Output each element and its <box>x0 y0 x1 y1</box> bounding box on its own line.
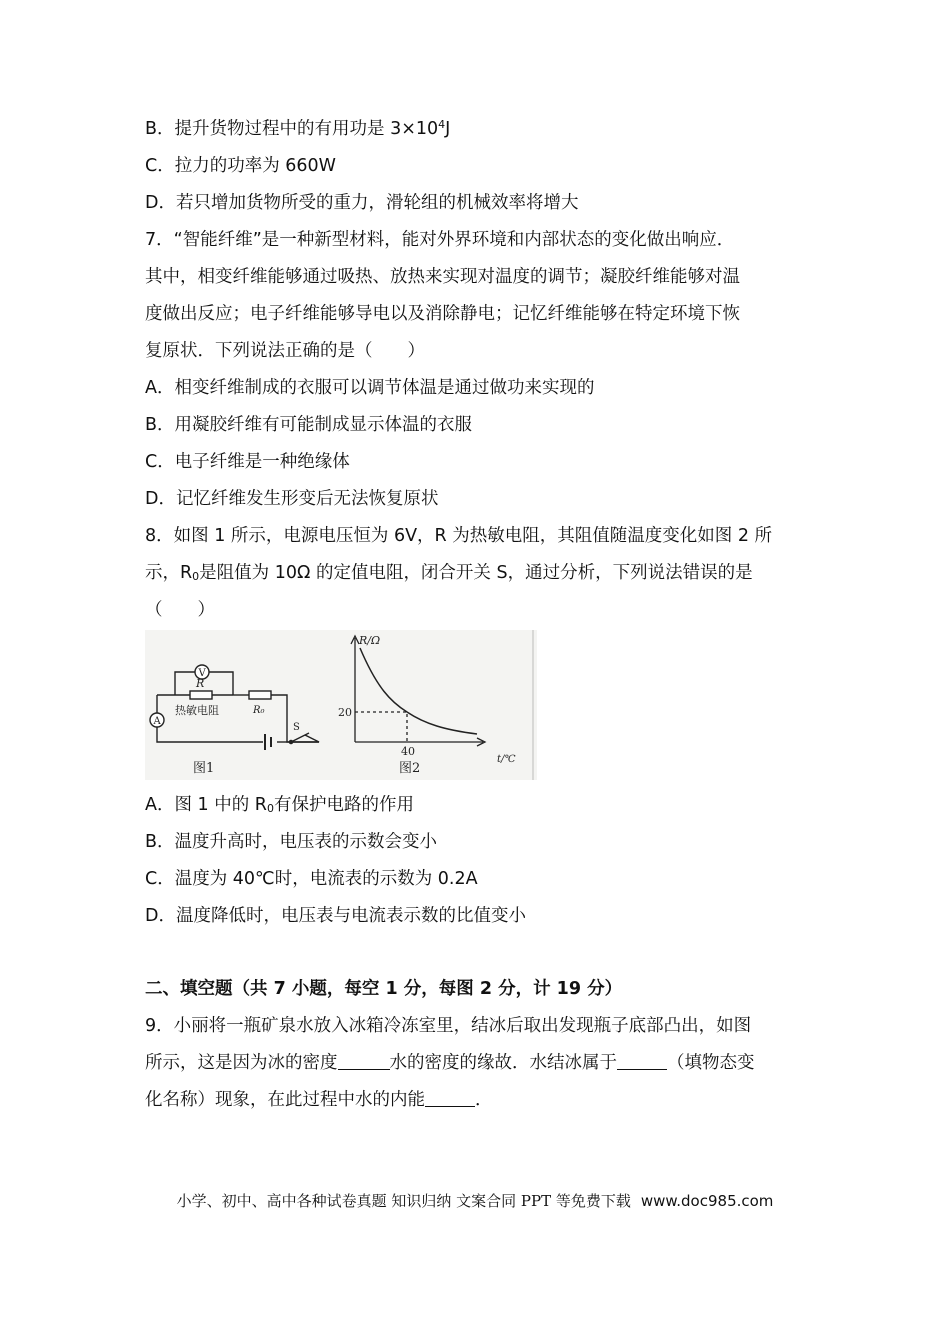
q8-figure <box>145 630 537 780</box>
q7-stem-line4: 复原状．下列说法正确的是（ ） <box>145 341 425 361</box>
fixed-resistor <box>249 691 271 699</box>
footer-url[interactable]: www.doc985.com <box>640 1192 774 1210</box>
voltmeter-label: V <box>198 668 206 679</box>
graph-y-label: R/Ω <box>359 634 381 647</box>
q6-option-d: D．若只增加货物所受的重力，滑轮组的机械效率将增大 <box>145 193 579 213</box>
q8-option-b: B．温度升高时，电压表的示数会变小 <box>145 832 438 852</box>
ammeter-label: A <box>153 716 161 727</box>
q9-line2: 所示，这是因为冰的密度 水的密度的缘故．水结冰属于 （填物态变 <box>145 1053 755 1073</box>
figure2-caption: 图2 <box>399 761 421 776</box>
q7-stem-line1: 7．“智能纤维”是一种新型材料，能对外界环境和内部状态的变化做出响应． <box>145 230 735 250</box>
q9-blank-3[interactable] <box>425 1088 475 1107</box>
q9-blank-2[interactable] <box>617 1051 667 1070</box>
q7-option-c: C．电子纤维是一种绝缘体 <box>145 452 350 472</box>
q8-stem-line2: 示，$R_0$是阻值为 10Ω 的定值电阻，闭合开关 S，通过分析，下列说法错误的是 <box>145 563 753 583</box>
graph-x-label: t/℃ <box>497 754 516 765</box>
q9-line1: 9．小丽将一瓶矿泉水放入冰箱冷冻室里，结冰后取出发现瓶子底部凸出，如图 <box>145 1016 752 1036</box>
figure1-caption: 图1 <box>193 761 215 776</box>
footer-text: 小学、初中、高中各种试卷真题 知识归纳 文案合同 PPT 等免费下载 <box>176 1192 631 1210</box>
q7-option-a: A．相变纤维制成的衣服可以调节体温是通过做功来实现的 <box>145 378 595 398</box>
section2-heading: 二、填空题（共 7 小题，每空 1 分，每图 2 分，计 19 分） <box>145 979 623 999</box>
q7-option-d: D．记忆纤维发生形变后无法恢复原状 <box>145 489 439 509</box>
q8-figure-svg <box>145 630 537 780</box>
q8-option-d: D．温度降低时，电压表与电流表示数的比值变小 <box>145 906 526 926</box>
q8-option-c: C．温度为 40℃时，电流表的示数为 0.2A <box>145 869 478 889</box>
q8-stem-line3: （ ） <box>145 600 215 620</box>
thermistor-resistor <box>190 691 212 699</box>
q6-option-b: B．提升货物过程中的有用功是 $3\times 10^4J$ <box>145 118 451 139</box>
q7-stem-line2: 其中，相变纤维能够通过吸热、放热来实现对温度的调节；凝胶纤维能够对温 <box>145 267 740 287</box>
page-footer <box>0 1190 950 1212</box>
q8-stem-line1: 8．如图 1 所示，电源电压恒为 6V，R 为热敏电阻，其阻值随温度变化如图 2 所 <box>145 526 773 546</box>
q6-option-c: C．拉力的功率为 660W <box>145 156 336 176</box>
switch-pivot <box>289 740 292 743</box>
graph-x-tick: 40 <box>401 745 415 758</box>
thermistor-label: R <box>196 677 205 690</box>
q7-stem-line3: 度做出反应；电子纤维能够导电以及消除静电；记忆纤维能够在特定环境下恢 <box>145 304 740 324</box>
q7-option-b: B．用凝胶纤维有可能制成显示体温的衣服 <box>145 415 473 435</box>
q9-blank-1[interactable] <box>338 1051 390 1070</box>
thermistor-name: 热敏电阻 <box>175 704 219 717</box>
graph-y-tick: 20 <box>338 706 352 719</box>
fixed-resistor-label: R₀ <box>253 705 265 716</box>
q9-line3: 化名称）现象，在此过程中水的内能 ． <box>145 1090 493 1110</box>
q8-option-a: A．图 1 中的 $R_0$有保护电路的作用 <box>145 795 414 815</box>
switch-label: S <box>293 722 300 733</box>
